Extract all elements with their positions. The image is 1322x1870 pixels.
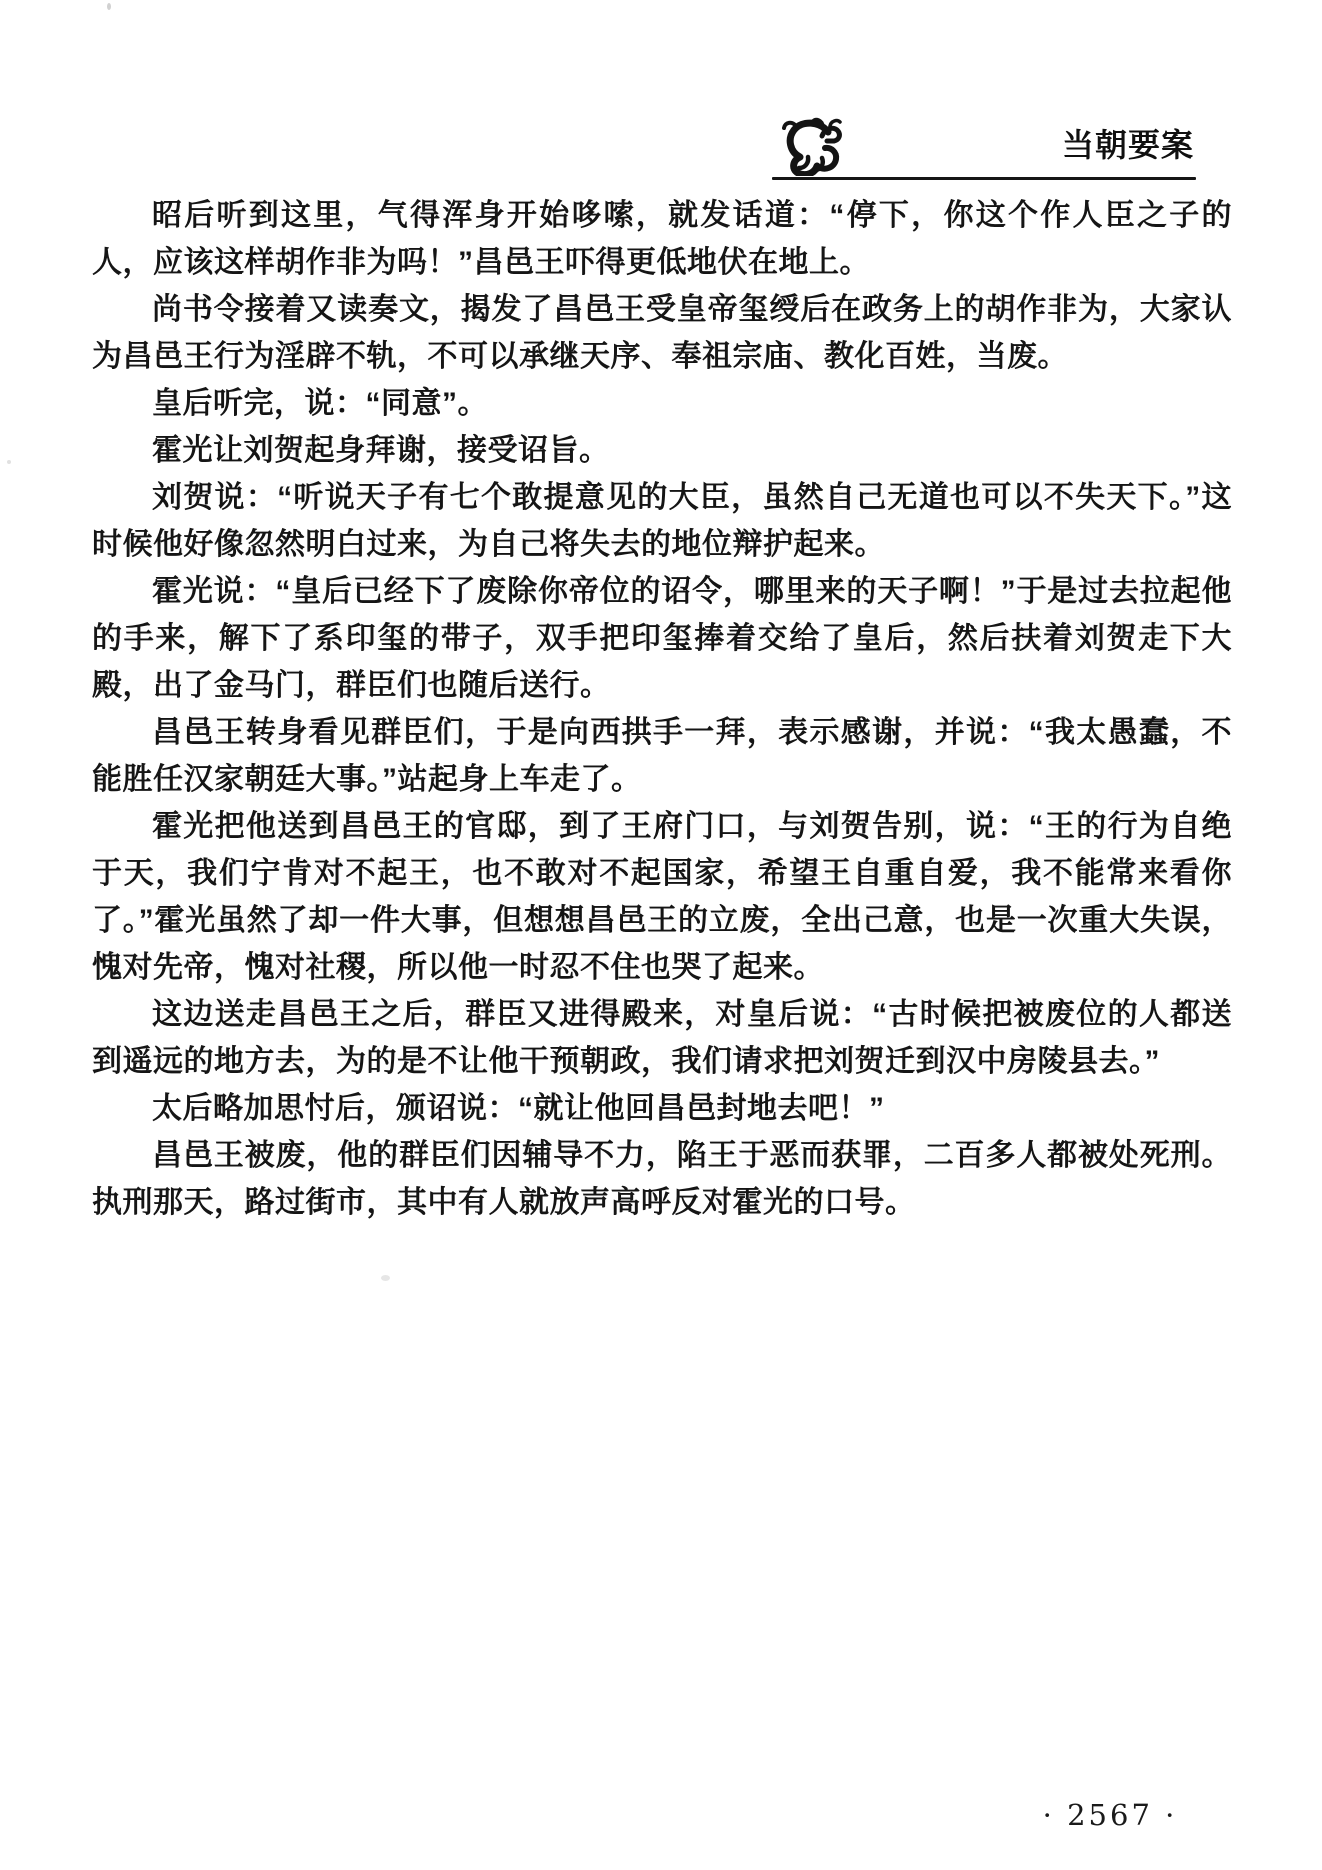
paragraph: 霍光把他送到昌邑王的官邸，到了王府门口，与刘贺告别，说：“王的行为自绝于天，我们宁肯对不起王，也不敢对不起国家，希望王自重自爱，我不能常来看你了。”霍光虽然了却一件大事，但想想昌邑王的立废，全出己意，也是一次重大失误，愧对先帝，愧对社稷，所以他一时忍不住也哭了起来。 (92, 810, 1232, 984)
body-text (92, 192, 1232, 1226)
paragraph: 刘贺说：“听说天子有七个敢提意见的大臣，虽然自己无道也可以不失天下。”这时候他好像忽然明白过来，为自己将失去的地位辩护起来。 (92, 481, 1232, 561)
paragraph: 昌邑王被废，他的群臣们因辅导不力，陷王于恶而获罪，二百多人都被处死刑。执刑那天，路过街市，其中有人就放声高呼反对霍光的口号。 (92, 1139, 1232, 1219)
paragraph: 太后略加思忖后，颁诏说：“就让他回昌邑封地去吧！” (152, 1092, 885, 1125)
paragraph: 昭后听到这里，气得浑身开始哆嗦，就发话道：“停下，你这个作人臣之子的人，应该这样胡作非为吗！”昌邑王吓得更低地伏在地上。 (92, 199, 1232, 279)
running-title: 当朝要案 (1061, 127, 1194, 163)
scan-speck (381, 1275, 390, 1281)
paragraph: 尚书令接着又读奏文，揭发了昌邑王受皇帝玺绶后在政务上的胡作非为，大家认为昌邑王行为淫辟不轨，不可以承继天序、奉祖宗庙、教化百姓，当废。 (92, 293, 1232, 373)
paragraph: 霍光说：“皇后已经下了废除你帝位的诏令，哪里来的天子啊！”于是过去拉起他的手来，解下了系印玺的带子，双手把印玺捧着交给了皇后，然后扶着刘贺走下大殿，出了金马门，群臣们也随后送行。 (92, 575, 1232, 702)
scan-speck (107, 3, 111, 10)
paragraph: 昌邑王转身看见群臣们，于是向西拱手一拜，表示感谢，并说：“我太愚蠢，不能胜任汉家朝廷大事。”站起身上车走了。 (92, 716, 1232, 796)
paragraph: 皇后听完，说：“同意”。 (152, 387, 488, 420)
paragraph: 霍光让刘贺起身拜谢，接受诏旨。 (152, 434, 610, 467)
scan-speck (7, 460, 11, 464)
paragraph: 这边送走昌邑王之后，群臣又进得殿来，对皇后说：“古时候把被废位的人都送到遥远的地方去，为的是不让他干预朝政，我们请求把刘贺迁到汉中房陵县去。” (92, 998, 1232, 1078)
page-header (0, 0, 1322, 190)
header-rule (772, 177, 1196, 180)
page-number: · 2567 · (1042, 1798, 1178, 1832)
dragon-ornament-icon (778, 113, 844, 176)
